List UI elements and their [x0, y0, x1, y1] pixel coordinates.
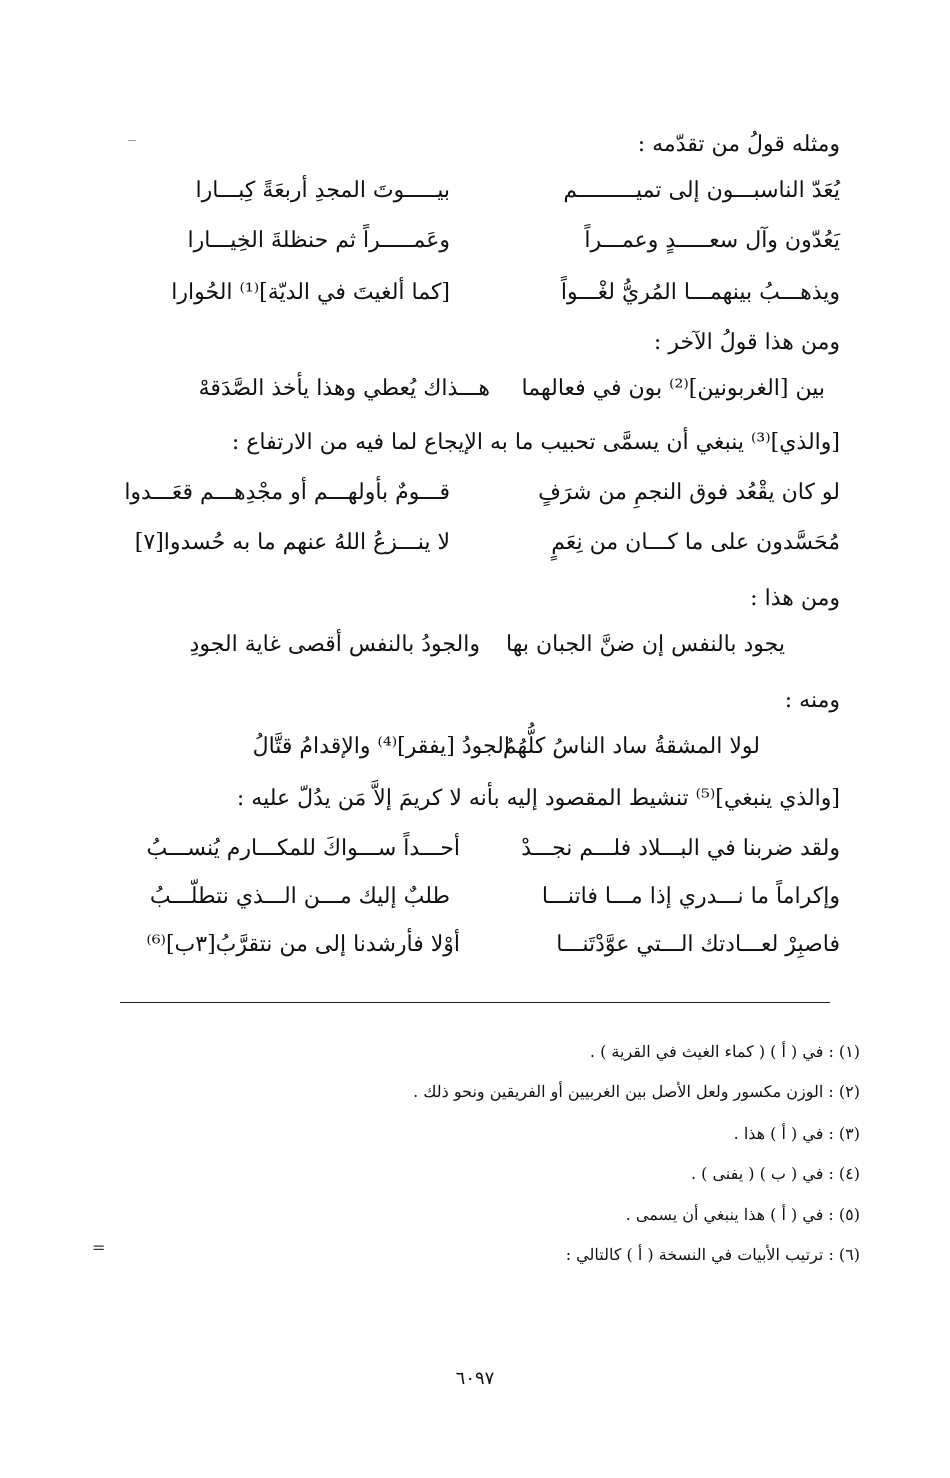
verse-4	[110, 376, 840, 416]
footnote-1: (١) : في ( أ ) ( كماء الغيث في القرية ) .	[589, 1042, 860, 1061]
verse-5	[110, 480, 840, 520]
verse-4-second-hemistich: هـــذاك يُعطي وهذا يأخذ الصَّدَقهْ	[198, 376, 490, 401]
verse-2-first-hemistich: يَعُدّون وآل سعـــــدٍ وعمـــراً	[584, 228, 840, 253]
verse-6	[110, 530, 840, 570]
verse-6-first-hemistich: مُحَسَّدون على ما كـــان من نِعَمٍ	[551, 530, 840, 555]
intro-line-3: [والذي]⁽³⁾ ينبغي أن يسمَّى تحبيب ما به الإيجاع لما فيه من الارتفاع :	[231, 430, 840, 455]
verse-3	[110, 280, 840, 320]
verse-9-second-hemistich: أحـــداً ســـواكَ للمكـــارم يُنســـبُ	[146, 836, 460, 861]
margin-mark: =	[92, 1238, 106, 1257]
verse-10-second-hemistich: طلبٌ إليك مـــن الـــذي نتطلّـــبُ	[149, 884, 450, 909]
footnote-2: (٢) : الوزن مكسور ولعل الأصل بين الغربيين أو الفريقين ونحو ذلك .	[413, 1082, 860, 1101]
verse-2-second-hemistich: وعَمـــــراً ثم حنظلةَ الخِيـــارا	[187, 228, 450, 253]
footnote-4: (٤) : في ( ب ) ( يفنى ) .	[690, 1164, 860, 1183]
verse-10-first-hemistich: وإكراماً ما نـــدري إذا مـــا فاتنـــا	[541, 884, 840, 909]
intro-line-6: [والذي ينبغي]⁽⁵⁾ تنشيط المقصود إليه بأنه لا كريمَ إلاَّ مَن يدُلّ عليه :	[236, 786, 840, 811]
verse-11-second-hemistich: أوْلا فأرشدنا إلى من نتقرَّبُ[٣ب]⁽⁶⁾	[146, 932, 460, 957]
verse-7-second-hemistich: والجودُ بالنفس أقصى غاية الجودِ	[189, 632, 480, 657]
verse-2	[110, 228, 840, 268]
verse-6-second-hemistich: لا ينـــزعُ اللهُ عنهم ما به حُسدوا[٧]	[134, 530, 450, 555]
intro-line-5: ومنه :	[784, 688, 840, 713]
verse-8-second-hemistich: الجودُ [يفقر]⁽⁴⁾ والإقدامُ قتَّالُ	[252, 734, 510, 759]
verse-1	[110, 178, 840, 218]
footnote-5: (٥) : في ( أ ) هذا ينبغي أن يسمى .	[625, 1205, 860, 1224]
verse-3-first-hemistich: ويذهـــبُ بينهمـــا المُريُّ لغْـــواً	[560, 280, 840, 305]
verse-9	[110, 836, 840, 876]
intro-line-2: ومن هذا قولُ الآخر :	[653, 330, 840, 355]
verse-10	[110, 884, 840, 924]
verse-4-first-hemistich: بين [الغربونين]⁽²⁾ بون في فعالهما	[521, 376, 825, 401]
verse-1-first-hemistich: يُعَدّ الناسبـــون إلى تميـــــــــم	[563, 178, 840, 203]
verse-1-second-hemistich: بيـــــوتَ المجدِ أربعَةً كِبـــارا	[195, 178, 450, 203]
verse-3-second-hemistich: [كما ألغيتَ في الديّة]⁽¹⁾ الحُوارا	[171, 280, 450, 305]
footnote-3: (٣) : في ( أ ) هذا .	[733, 1124, 860, 1143]
verse-11	[110, 932, 840, 972]
verse-5-first-hemistich: لو كان يقْعُد فوق النجمِ من شرَفٍ	[538, 480, 840, 505]
intro-line-4: ومن هذا :	[750, 586, 840, 611]
verse-7-first-hemistich: يجود بالنفس إن ضنَّ الجبان بها	[506, 632, 785, 657]
intro-line-1: ومثله قولُ من تقدّمه :	[637, 132, 840, 157]
verse-8-first-hemistich: لولا المشقةُ ساد الناسُ كلُّهُمُ	[502, 734, 760, 759]
page-number: ٦٠٩٧	[455, 1368, 495, 1389]
verse-11-first-hemistich: فاصبِرْ لعـــادتك الـــتي عوَّدْتَنـــا	[556, 932, 840, 957]
footnote-separator	[120, 1002, 830, 1003]
verse-9-first-hemistich: ولقد ضربنا في البـــلاد فلـــم نجـــدْ	[521, 836, 840, 861]
footnote-6: (٦) : ترتيب الأبيات في النسخة ( أ ) كالتالي :	[565, 1245, 860, 1264]
verse-5-second-hemistich: قـــومٌ بأولهـــم أو مجْدِهـــم قعَـــدوا	[124, 480, 450, 505]
verse-7	[110, 632, 840, 672]
verse-8	[110, 734, 840, 774]
